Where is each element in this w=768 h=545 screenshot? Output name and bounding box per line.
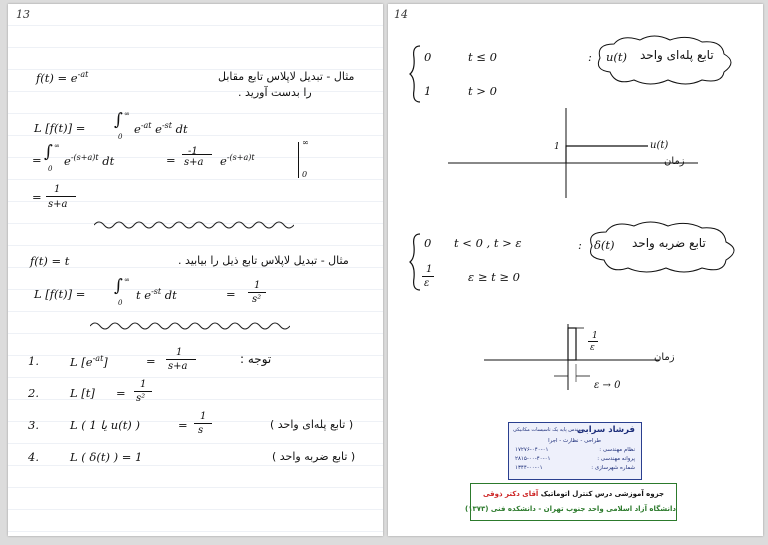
evaluation-bar	[298, 142, 299, 178]
ex1-line1-lhs: L [f(t)] =	[34, 121, 86, 135]
stamp-r3-label: شماره شهرسازی :	[591, 465, 635, 471]
int-upper: ∞	[54, 142, 60, 150]
step-graph-xlabel: زمان	[664, 156, 685, 167]
fraction-bar	[166, 359, 196, 360]
ex2-body: t $e^{-st}$ dt	[136, 287, 177, 302]
fraction-bar	[248, 292, 266, 293]
fraction-num: 1	[140, 379, 147, 390]
ex1-line2-body: $e^{-(s+a)t}$ dt	[64, 153, 115, 168]
fraction-num: 1	[54, 184, 61, 195]
fraction-den: s	[198, 425, 204, 436]
fraction-den: s²	[136, 393, 146, 404]
impulse-row2-condition: ε ≥ t ≥ 0	[468, 270, 521, 284]
stamp-r3-value: ۱۳۴۴-۰۰-۰۱	[515, 465, 543, 471]
int-upper: ∞	[124, 276, 130, 284]
stamp-r2-value: ۲۸۱۵-۰۰-۴۰-۰۱	[515, 456, 551, 462]
step-row1-condition: t ≤ 0	[468, 50, 497, 64]
step-row2-condition: t > 0	[468, 84, 497, 98]
fraction-num: 1	[254, 280, 261, 291]
step-row1-value: 0	[424, 50, 432, 64]
fraction-bar	[182, 154, 212, 155]
wavy-separator	[94, 219, 294, 231]
engineer-stamp	[508, 422, 642, 480]
ex1-line2-exp: $e^{-(s+a)t}$	[220, 153, 255, 168]
left-brace	[408, 232, 422, 292]
ex1-line1-body: $e^{-at}$ $e^{-st}$ dt	[134, 121, 188, 136]
page-number: 13	[16, 8, 30, 21]
step-curve	[566, 146, 648, 163]
fraction-num: 1	[200, 411, 207, 422]
note-3-expr: L ( 1 یا u(t) )	[70, 418, 140, 432]
page-13	[8, 4, 383, 536]
ex2-lhs: L [f(t)] =	[34, 287, 86, 301]
fraction-bar	[422, 276, 434, 277]
fraction-bar	[46, 196, 76, 197]
step-graph-tick: 1	[554, 142, 560, 152]
page-number: 14	[394, 8, 408, 21]
fraction-den: s+a	[48, 199, 68, 210]
ex1-given: $f(t) = e^{-at}$	[36, 70, 89, 85]
fraction-num: 1	[176, 347, 183, 358]
ex1-line2-eq2: =	[166, 153, 176, 167]
impulse-height-den: ε	[590, 343, 595, 353]
note-1-eq: =	[146, 354, 156, 368]
fraction-bar	[194, 423, 212, 424]
ex1-title-line1: مثال - تبدیل لاپلاس تابع مقابل	[218, 70, 355, 83]
note-2-expr: L [t]	[70, 386, 95, 400]
info-line1: جزوه آموزشی درس کنترل اتوماتیک آقای دکتر ذوقی	[482, 490, 665, 498]
impulse-width-arrow: ε → 0	[594, 380, 621, 391]
impulse-graph-xlabel: زمان	[654, 352, 675, 363]
fraction-bar	[134, 391, 152, 392]
fraction-den: s²	[252, 294, 262, 305]
impulse-colon: :	[578, 238, 582, 252]
ex1-line2-eq: =	[32, 153, 42, 167]
int-lower: 0	[118, 133, 123, 141]
unit-step-graph	[448, 108, 708, 198]
stamp-r1-label: نظام مهندسی :	[599, 447, 635, 453]
eval-lower: 0	[302, 170, 308, 179]
ex1-line3-eq: =	[32, 190, 42, 204]
note-3-number: 3.	[28, 418, 39, 432]
left-brace	[408, 44, 422, 104]
note-4-tag: ( تابع ضربه واحد )	[272, 450, 356, 463]
note-label: توجه :	[240, 352, 272, 366]
stamp-r2-label: پروانه مهندسی :	[597, 456, 635, 462]
ex1-title-line2: را بدست آورید .	[238, 86, 312, 99]
ex2-given: f(t) = t	[30, 254, 70, 268]
note-3-tag: ( تابع پله‌ای واحد )	[270, 418, 354, 431]
step-cloud-label: تابع پله‌ای واحد	[640, 48, 714, 62]
stamp-name: فرشاد سرابی	[576, 425, 635, 435]
fraction-num: 1	[426, 264, 433, 275]
ex2-eq: =	[226, 287, 236, 301]
impulse-pulse	[568, 328, 576, 360]
integral-sign: ∫	[114, 110, 123, 130]
impulse-height-num: 1	[592, 331, 598, 341]
step-symbol: u(t)	[606, 50, 628, 64]
integral-sign: ∫	[44, 142, 53, 162]
impulse-symbol: δ(t)	[594, 238, 615, 252]
step-row2-value: 1	[424, 84, 432, 98]
stamp-role: مهندس پایه یک تاسیسات مکانیکی	[513, 427, 584, 433]
impulse-cloud-label: تابع ضربه واحد	[632, 236, 706, 250]
stamp-r1-value: ۱۷۲۷۶-۰۴۰-۰۱	[515, 447, 549, 453]
eval-upper: ∞	[302, 138, 309, 147]
note-2-eq: =	[116, 386, 126, 400]
info-line2: دانشگاه آزاد اسلامی واحد جنوب تهران - دانشکده فنی (۱۳۷۳)	[465, 505, 676, 513]
fraction-den: s+a	[184, 157, 204, 168]
fraction-den: s+a	[168, 361, 188, 372]
note-4-expr: L ( δ(t) ) = 1	[70, 450, 143, 464]
fraction-num: -1	[188, 146, 198, 157]
note-3-eq: =	[178, 418, 188, 432]
fraction-den: ε	[424, 278, 430, 289]
course-info-box	[465, 483, 677, 521]
fraction-bar	[588, 341, 598, 342]
int-lower: 0	[48, 165, 53, 173]
wavy-separator	[90, 320, 290, 332]
ex2-title: مثال - تبدیل لاپلاس تابع ذیل را بیابید .	[178, 254, 349, 267]
int-upper: ∞	[124, 110, 130, 118]
note-1-expr: L $[e^{-at}]$	[70, 354, 108, 369]
note-1-number: 1.	[28, 354, 39, 368]
page-14	[388, 4, 763, 536]
note-4-number: 4.	[28, 450, 39, 464]
integral-sign: ∫	[114, 276, 123, 296]
step-graph-ylabel: u(t)	[650, 140, 669, 151]
int-lower: 0	[118, 299, 123, 307]
impulse-row1-value: 0	[424, 236, 432, 250]
note-2-number: 2.	[28, 386, 39, 400]
step-colon: :	[588, 50, 592, 64]
stamp-sub: طراحی - نظارت - اجرا	[548, 438, 601, 444]
impulse-row1-condition: t < 0 , t > ε	[454, 236, 522, 250]
